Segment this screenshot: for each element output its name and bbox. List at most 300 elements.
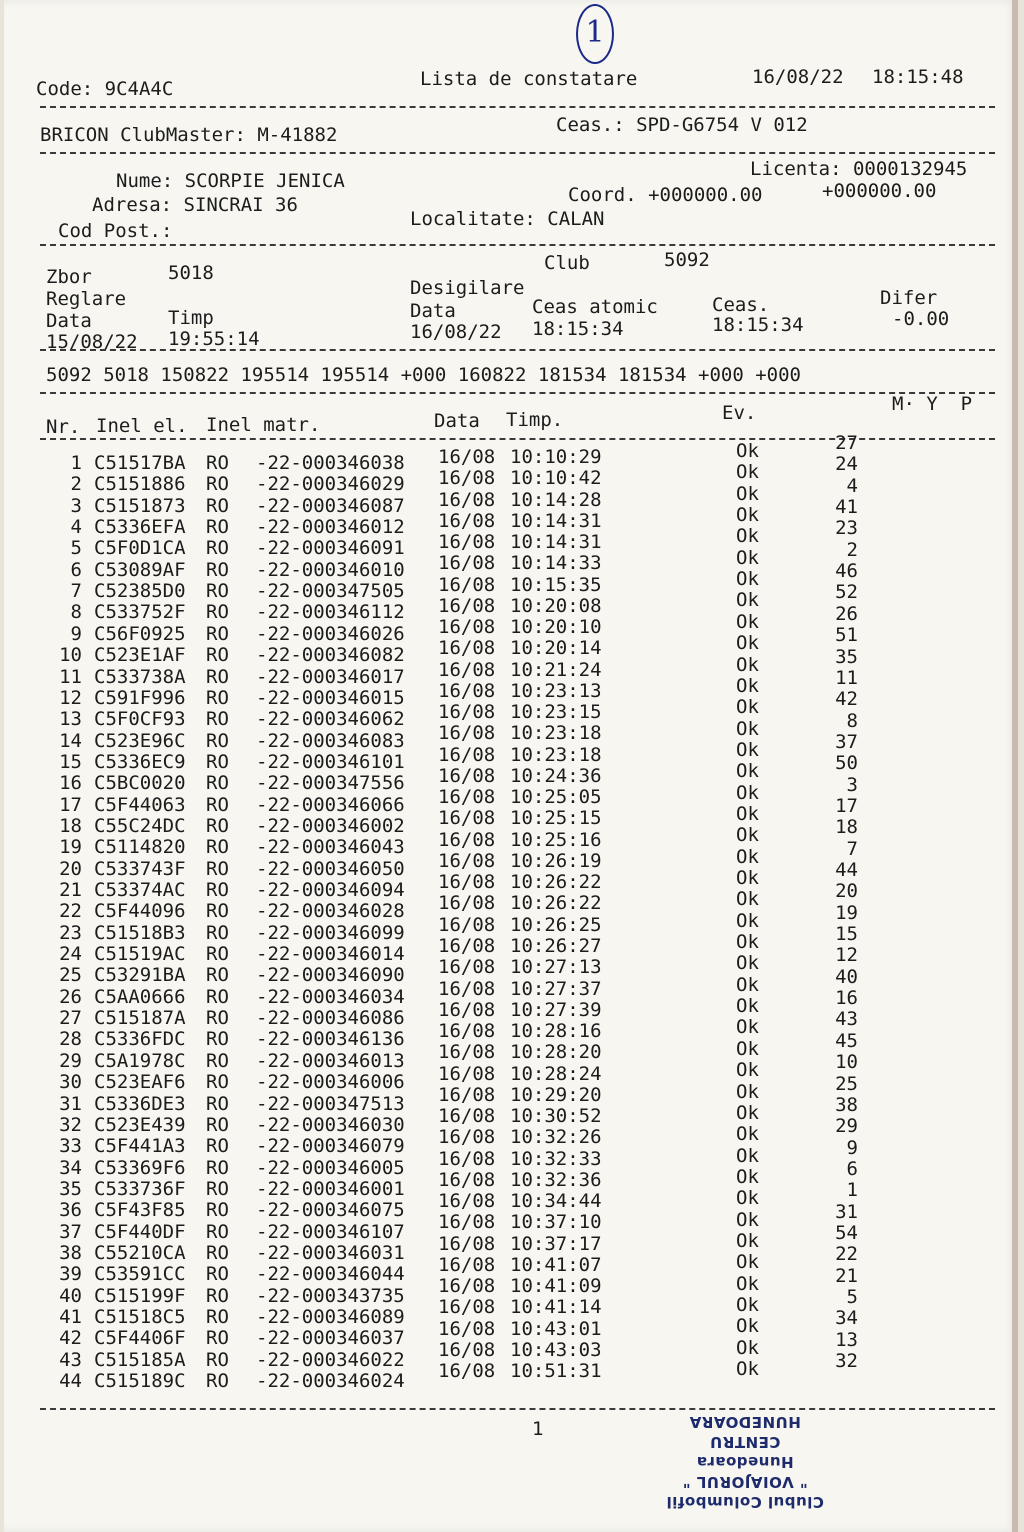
cell-tara: RO bbox=[206, 921, 229, 944]
cell-nr: 12 bbox=[59, 686, 82, 709]
cell-val: 3 bbox=[846, 773, 858, 796]
cell-data: 16/08 bbox=[438, 934, 496, 957]
cell-tara: RO bbox=[206, 1327, 229, 1350]
cell-timp: 10:43:01 bbox=[510, 1317, 602, 1340]
cell-ev: Ok bbox=[736, 440, 759, 462]
cell-tara: RO bbox=[206, 1370, 229, 1393]
cell-ev: Ok bbox=[736, 525, 759, 548]
cell-data: 16/08 bbox=[438, 1360, 496, 1383]
licence-label: Licenta: 0000132945 bbox=[750, 158, 968, 180]
cell-inel-el: C5F43F85 bbox=[94, 1199, 186, 1222]
summary-line: 5092 5018 150822 195514 195514 +000 160822 181534 181534 +000 +000 bbox=[46, 364, 801, 386]
cell-matr: -22-000346044 bbox=[256, 1263, 405, 1286]
cell-val: 1 bbox=[846, 1179, 858, 1202]
cell-data: 16/08 bbox=[438, 658, 496, 681]
cell-val: 9 bbox=[846, 1136, 858, 1159]
cell-matr: -22-000347505 bbox=[256, 580, 405, 603]
cell-ev: Ok bbox=[736, 1208, 759, 1231]
cell-data: 16/08 bbox=[438, 1168, 496, 1191]
cell-inel-el: C5151873 bbox=[94, 494, 186, 517]
cell-tara: RO bbox=[206, 1348, 229, 1371]
cell-ev: Ok bbox=[736, 461, 759, 484]
cell-inel-el: C5336EFA bbox=[94, 516, 186, 539]
cell-matr: -22-000346087 bbox=[256, 494, 405, 517]
cell-tara: RO bbox=[206, 686, 229, 709]
cell-matr: -22-000346112 bbox=[256, 601, 405, 624]
cell-nr: 25 bbox=[59, 964, 82, 987]
cell-nr: 9 bbox=[70, 622, 82, 645]
cell-val: 50 bbox=[835, 752, 858, 775]
cell-data: 16/08 bbox=[438, 743, 496, 766]
cell-tara: RO bbox=[206, 708, 229, 731]
divider bbox=[40, 349, 995, 351]
cell-ev: Ok bbox=[736, 589, 759, 612]
cell-nr: 26 bbox=[59, 985, 82, 1008]
column-header-timp: Timp. bbox=[506, 409, 564, 431]
cell-val: 24 bbox=[835, 453, 858, 476]
cell-timp: 10:25:05 bbox=[510, 786, 602, 809]
cell-nr: 1 bbox=[70, 452, 82, 474]
cell-nr: 13 bbox=[59, 708, 82, 731]
cell-inel-el: C5336DE3 bbox=[94, 1092, 186, 1115]
cell-inel-el: C523EAF6 bbox=[94, 1071, 186, 1094]
cell-matr: -22-000346006 bbox=[256, 1071, 405, 1094]
cell-inel-el: C5F440DF bbox=[94, 1220, 186, 1243]
cell-timp: 10:26:27 bbox=[510, 934, 602, 957]
cell-matr: -22-000346079 bbox=[256, 1135, 405, 1158]
cell-ev: Ok bbox=[736, 1059, 759, 1082]
cell-timp: 10:26:25 bbox=[510, 913, 602, 936]
cell-val: 41 bbox=[835, 496, 858, 519]
cell-tara: RO bbox=[206, 644, 229, 667]
cell-data: 16/08 bbox=[438, 1338, 496, 1361]
ceas-label: Ceas. bbox=[712, 294, 770, 316]
cell-ev: Ok bbox=[736, 1272, 759, 1295]
cell-tara: RO bbox=[206, 985, 229, 1008]
cell-data: 16/08 bbox=[438, 1126, 496, 1149]
cell-val: 16 bbox=[835, 987, 858, 1010]
reglare-label: Reglare bbox=[46, 288, 127, 310]
cell-timp: 10:26:22 bbox=[510, 892, 602, 915]
cell-ev: Ok bbox=[736, 781, 759, 804]
cell-data: 16/08 bbox=[438, 1105, 496, 1128]
cell-val: 5 bbox=[846, 1286, 858, 1308]
cell-timp: 10:23:18 bbox=[510, 743, 602, 766]
cell-matr: -22-000346107 bbox=[256, 1220, 405, 1243]
cell-data: 16/08 bbox=[438, 849, 496, 872]
cell-matr: -22-000346017 bbox=[256, 665, 405, 688]
cell-data: 16/08 bbox=[438, 701, 496, 724]
cell-nr: 27 bbox=[59, 1007, 82, 1030]
cell-ev: Ok bbox=[736, 867, 759, 889]
cell-matr: -22-000346101 bbox=[256, 750, 405, 773]
ceas-atomic-label: Ceas atomic bbox=[532, 296, 658, 318]
cell-ev: Ok bbox=[736, 1101, 759, 1124]
cell-val: 37 bbox=[835, 730, 858, 753]
cell-inel-el: C51519AC bbox=[94, 943, 186, 966]
cell-val: 25 bbox=[835, 1072, 858, 1095]
cell-data: 16/08 bbox=[438, 637, 496, 660]
cell-ev: Ok bbox=[736, 1144, 759, 1167]
cell-matr: -22-000346099 bbox=[256, 921, 405, 944]
cell-inel-el: C5336FDC bbox=[94, 1028, 186, 1051]
cell-nr: 11 bbox=[59, 665, 82, 688]
cell-nr: 23 bbox=[59, 921, 82, 944]
paper-edge bbox=[1012, 0, 1018, 1532]
cell-val: 21 bbox=[835, 1264, 858, 1287]
cell-val: 46 bbox=[835, 560, 858, 583]
cell-ev: Ok bbox=[736, 909, 759, 932]
cell-inel-el: C515187A bbox=[94, 1007, 186, 1030]
stamp-line-3: CENTRU bbox=[709, 1433, 781, 1451]
cell-tara: RO bbox=[206, 580, 229, 603]
cell-data: 16/08 bbox=[438, 786, 496, 809]
cell-ev: Ok bbox=[736, 888, 759, 911]
cell-inel-el: C523E1AF bbox=[94, 644, 186, 667]
cell-nr: 5 bbox=[70, 537, 82, 560]
cell-inel-el: C5F0CF93 bbox=[94, 708, 186, 731]
cell-inel-el: C591F996 bbox=[94, 686, 186, 709]
cell-ev: Ok bbox=[736, 696, 759, 719]
stamp-line-4: HUNEDOARA bbox=[689, 1413, 801, 1431]
cell-val: 44 bbox=[835, 859, 858, 881]
cell-tara: RO bbox=[206, 601, 229, 624]
cell-nr: 6 bbox=[70, 558, 82, 581]
cell-data: 16/08 bbox=[438, 1041, 496, 1064]
cell-inel-el: C56F0925 bbox=[94, 622, 186, 645]
cell-ev: Ok bbox=[736, 1315, 759, 1338]
cell-data: 16/08 bbox=[438, 956, 496, 979]
cell-timp: 10:28:20 bbox=[510, 1041, 602, 1064]
cell-matr: -22-000346005 bbox=[256, 1156, 405, 1179]
cell-matr: -22-000346094 bbox=[256, 879, 405, 901]
cell-timp: 10:32:36 bbox=[510, 1168, 602, 1191]
cell-matr: -22-000346031 bbox=[256, 1241, 405, 1264]
zbor-label: Zbor bbox=[46, 266, 92, 288]
handwritten-page-mark bbox=[576, 4, 614, 64]
cell-matr: -22-000346090 bbox=[256, 964, 405, 987]
cell-nr: 14 bbox=[59, 729, 82, 752]
cell-data: 16/08 bbox=[438, 1083, 496, 1106]
cell-data: 16/08 bbox=[438, 892, 496, 915]
cell-inel-el: C5114820 bbox=[94, 836, 186, 859]
cell-ev: Ok bbox=[736, 931, 759, 954]
cell-val: 26 bbox=[835, 602, 858, 625]
cell-ev: Ok bbox=[736, 845, 759, 868]
cell-tara: RO bbox=[206, 1177, 229, 1200]
cell-timp: 10:10:42 bbox=[510, 467, 602, 490]
cell-ev: Ok bbox=[736, 1165, 759, 1188]
cell-val: 8 bbox=[846, 709, 858, 732]
cell-timp: 10:26:22 bbox=[510, 871, 602, 894]
cell-inel-el: C5F0D1CA bbox=[94, 537, 186, 560]
cell-ev: Ok bbox=[736, 1123, 759, 1146]
postal-code-label: Cod Post.: bbox=[58, 220, 173, 242]
cell-inel-el: C53089AF bbox=[94, 558, 186, 581]
cell-tara: RO bbox=[206, 857, 229, 880]
cell-nr: 36 bbox=[59, 1199, 82, 1222]
cell-data: 16/08 bbox=[438, 1296, 496, 1319]
cell-matr: -22-000347513 bbox=[256, 1092, 405, 1115]
cell-data: 16/08 bbox=[438, 871, 496, 894]
cell-tara: RO bbox=[206, 622, 229, 645]
device-label: BRICON ClubMaster: M-41882 bbox=[40, 124, 338, 146]
cell-val: 34 bbox=[835, 1307, 858, 1330]
cell-inel-el: C5A1978C bbox=[94, 1049, 186, 1072]
cell-val: 19 bbox=[835, 901, 858, 924]
cell-nr: 4 bbox=[70, 516, 82, 539]
cell-matr: -22-000346037 bbox=[256, 1327, 405, 1350]
column-header-ev: Ev. bbox=[722, 402, 757, 424]
cell-data: 16/08 bbox=[438, 764, 496, 787]
owner-address: Adresa: SINCRAI 36 bbox=[92, 194, 298, 216]
cell-inel-el: C533743F bbox=[94, 857, 186, 880]
cell-data: 16/08 bbox=[438, 488, 496, 511]
cell-nr: 18 bbox=[59, 814, 82, 837]
ceas-time: 18:15:34 bbox=[712, 314, 804, 336]
cell-val: 6 bbox=[846, 1157, 858, 1180]
cell-inel-el: C5336EC9 bbox=[94, 750, 186, 773]
cell-inel-el: C5AA0666 bbox=[94, 985, 186, 1008]
cell-tara: RO bbox=[206, 1220, 229, 1243]
cell-nr: 35 bbox=[59, 1177, 82, 1200]
clock-label: Ceas.: SPD-G6754 V 012 bbox=[556, 114, 808, 136]
cell-inel-el: C515185A bbox=[94, 1348, 186, 1371]
cell-nr: 29 bbox=[59, 1049, 82, 1072]
cell-nr: 31 bbox=[59, 1092, 82, 1115]
cell-matr: -22-000346089 bbox=[256, 1306, 405, 1328]
cell-tara: RO bbox=[206, 1306, 229, 1328]
cell-val: 18 bbox=[835, 816, 858, 839]
desigilare-label: Desigilare bbox=[410, 277, 525, 299]
reglare-date: 15/08/22 bbox=[46, 331, 138, 353]
cell-val: 31 bbox=[835, 1200, 858, 1223]
cell-matr: -22-000346013 bbox=[256, 1049, 405, 1072]
cell-ev: Ok bbox=[736, 504, 759, 527]
cell-ev: Ok bbox=[736, 1187, 759, 1210]
cell-ev: Ok bbox=[736, 738, 759, 761]
cell-tara: RO bbox=[206, 1241, 229, 1264]
cell-nr: 3 bbox=[70, 494, 82, 517]
cell-ev: Ok bbox=[736, 568, 759, 591]
cell-ev: Ok bbox=[736, 717, 759, 740]
cell-ev: Ok bbox=[736, 760, 759, 783]
cell-data: 16/08 bbox=[438, 1253, 496, 1276]
difer-label: Difer bbox=[880, 287, 938, 309]
cell-matr: -22-000346030 bbox=[256, 1113, 405, 1136]
cell-inel-el: C53291BA bbox=[94, 964, 186, 987]
cell-timp: 10:34:44 bbox=[510, 1190, 602, 1213]
divider bbox=[40, 1408, 995, 1410]
club-value: 5092 bbox=[664, 249, 710, 271]
cell-timp: 10:43:03 bbox=[510, 1338, 602, 1361]
cell-timp: 10:15:35 bbox=[510, 573, 602, 596]
cell-nr: 19 bbox=[59, 836, 82, 859]
cell-ev: Ok bbox=[736, 1016, 759, 1039]
column-header-inel-matr: Inel matr. bbox=[206, 414, 321, 436]
cell-tara: RO bbox=[206, 1049, 229, 1072]
cell-val: 7 bbox=[846, 837, 858, 860]
cell-tara: RO bbox=[206, 772, 229, 795]
cell-ev: Ok bbox=[736, 802, 759, 825]
cell-tara: RO bbox=[206, 814, 229, 837]
cell-timp: 10:27:13 bbox=[510, 956, 602, 979]
cell-tara: RO bbox=[206, 494, 229, 517]
cell-timp: 10:28:24 bbox=[510, 1062, 602, 1085]
cell-matr: -22-000346043 bbox=[256, 836, 405, 859]
cell-val: 51 bbox=[835, 624, 858, 647]
cell-data: 16/08 bbox=[438, 616, 496, 639]
cell-timp: 10:28:16 bbox=[510, 1020, 602, 1043]
cell-inel-el: C5F44063 bbox=[94, 793, 186, 816]
cell-timp: 10:10:29 bbox=[510, 446, 602, 468]
cell-matr: -22-000346038 bbox=[256, 452, 405, 474]
cell-nr: 43 bbox=[59, 1348, 82, 1371]
cell-data: 16/08 bbox=[438, 446, 496, 468]
cell-inel-el: C523E439 bbox=[94, 1113, 186, 1136]
cell-tara: RO bbox=[206, 943, 229, 966]
coord-second: +000000.00 bbox=[822, 180, 937, 202]
cell-val: 32 bbox=[835, 1350, 858, 1373]
cell-matr: -22-000346026 bbox=[256, 622, 405, 645]
cell-timp: 10:41:14 bbox=[510, 1296, 602, 1319]
cell-inel-el: C51517BA bbox=[94, 452, 186, 474]
cell-nr: 22 bbox=[59, 900, 82, 923]
cell-val: 23 bbox=[835, 517, 858, 540]
cell-val: 10 bbox=[835, 1051, 858, 1074]
cell-timp: 10:27:39 bbox=[510, 998, 602, 1021]
cell-matr: -22-000346066 bbox=[256, 793, 405, 816]
cell-data: 16/08 bbox=[438, 913, 496, 936]
cell-timp: 10:32:33 bbox=[510, 1147, 602, 1170]
cell-nr: 44 bbox=[59, 1370, 82, 1393]
atomic-time: 18:15:34 bbox=[532, 318, 624, 340]
divider bbox=[40, 244, 995, 246]
cell-timp: 10:26:19 bbox=[510, 849, 602, 872]
document-title: Lista de constatare bbox=[420, 68, 638, 90]
cell-timp: 10:14:33 bbox=[510, 552, 602, 575]
cell-timp: 10:32:26 bbox=[510, 1126, 602, 1149]
cell-inel-el: C55C24DC bbox=[94, 814, 186, 837]
cell-val: 35 bbox=[835, 645, 858, 668]
cell-data: 16/08 bbox=[438, 1211, 496, 1234]
cell-matr: -22-000346136 bbox=[256, 1028, 405, 1051]
cell-val: 15 bbox=[835, 923, 858, 946]
cell-data: 16/08 bbox=[438, 1190, 496, 1213]
cell-inel-el: C5BC0020 bbox=[94, 772, 186, 795]
cell-timp: 10:30:52 bbox=[510, 1105, 602, 1128]
cell-timp: 10:21:24 bbox=[510, 658, 602, 681]
cell-timp: 10:23:15 bbox=[510, 701, 602, 724]
cell-data: 16/08 bbox=[438, 1317, 496, 1340]
cell-data: 16/08 bbox=[438, 977, 496, 1000]
cell-data: 16/08 bbox=[438, 1062, 496, 1085]
divider bbox=[40, 106, 995, 108]
cell-matr: -22-000347556 bbox=[256, 772, 405, 795]
page-number: 1 bbox=[532, 1418, 544, 1440]
cell-ev: Ok bbox=[736, 824, 759, 847]
cell-tara: RO bbox=[206, 1028, 229, 1051]
cell-nr: 34 bbox=[59, 1156, 82, 1179]
cell-nr: 8 bbox=[70, 601, 82, 624]
cell-data: 16/08 bbox=[438, 679, 496, 702]
cell-nr: 40 bbox=[59, 1284, 82, 1307]
cell-inel-el: C53369F6 bbox=[94, 1156, 186, 1179]
cell-inel-el: C5F4406F bbox=[94, 1327, 186, 1350]
cell-tara: RO bbox=[206, 1135, 229, 1158]
cell-tara: RO bbox=[206, 836, 229, 859]
cell-data: 16/08 bbox=[438, 1020, 496, 1043]
cell-data: 16/08 bbox=[438, 828, 496, 851]
cell-data: 16/08 bbox=[438, 467, 496, 490]
cell-tara: RO bbox=[206, 1284, 229, 1307]
cell-inel-el: C5F44096 bbox=[94, 900, 186, 923]
cell-timp: 10:14:28 bbox=[510, 488, 602, 511]
cell-matr: -22-000346082 bbox=[256, 644, 405, 667]
cell-timp: 10:14:31 bbox=[510, 531, 602, 554]
cell-ev: Ok bbox=[736, 632, 759, 655]
reglare-time: 19:55:14 bbox=[168, 328, 260, 350]
cell-tara: RO bbox=[206, 1156, 229, 1179]
cell-timp: 10:23:18 bbox=[510, 722, 602, 745]
zbor-value: 5018 bbox=[168, 262, 214, 284]
cell-val: 4 bbox=[846, 474, 858, 497]
cell-ev: Ok bbox=[736, 1294, 759, 1316]
cell-inel-el: C52385D0 bbox=[94, 580, 186, 603]
club-stamp bbox=[640, 1412, 850, 1512]
locality-label: Localitate: CALAN bbox=[410, 208, 605, 230]
cell-data: 16/08 bbox=[438, 509, 496, 532]
cell-timp: 10:24:36 bbox=[510, 764, 602, 787]
cell-tara: RO bbox=[206, 964, 229, 987]
desig-date: 16/08/22 bbox=[410, 321, 502, 343]
cell-matr: -22-000346002 bbox=[256, 814, 405, 837]
cell-tara: RO bbox=[206, 879, 229, 901]
cell-inel-el: C5151886 bbox=[94, 473, 186, 496]
cell-inel-el: C533738A bbox=[94, 665, 186, 688]
header-time: 18:15:48 bbox=[872, 66, 964, 88]
cell-nr: 7 bbox=[70, 580, 82, 603]
cell-val: 38 bbox=[835, 1093, 858, 1116]
printout-paper bbox=[4, 0, 1018, 1532]
cell-matr: -22-000346091 bbox=[256, 537, 405, 560]
cell-matr: -22-000343735 bbox=[256, 1284, 405, 1307]
cell-data: 16/08 bbox=[438, 594, 496, 617]
cell-timp: 10:20:08 bbox=[510, 594, 602, 617]
divider bbox=[40, 392, 995, 394]
cell-data: 16/08 bbox=[438, 1147, 496, 1170]
cell-timp: 10:41:07 bbox=[510, 1253, 602, 1276]
cell-nr: 42 bbox=[59, 1327, 82, 1350]
cell-matr: -22-000346062 bbox=[256, 708, 405, 731]
cell-nr: 32 bbox=[59, 1113, 82, 1136]
cell-inel-el: C51518C5 bbox=[94, 1306, 186, 1328]
cell-data: 16/08 bbox=[438, 531, 496, 554]
cell-ev: Ok bbox=[736, 482, 759, 505]
cell-val: 22 bbox=[835, 1243, 858, 1266]
cell-data: 16/08 bbox=[438, 1232, 496, 1255]
cell-ev: Ok bbox=[736, 995, 759, 1018]
cell-ev: Ok bbox=[736, 1358, 759, 1381]
cell-tara: RO bbox=[206, 452, 229, 474]
cell-nr: 21 bbox=[59, 879, 82, 901]
cell-data: 16/08 bbox=[438, 1275, 496, 1298]
cell-nr: 30 bbox=[59, 1071, 82, 1094]
cell-ev: Ok bbox=[736, 546, 759, 569]
cell-inel-el: C523E96C bbox=[94, 729, 186, 752]
cell-matr: -22-000346014 bbox=[256, 943, 405, 966]
cell-timp: 10:23:13 bbox=[510, 679, 602, 702]
